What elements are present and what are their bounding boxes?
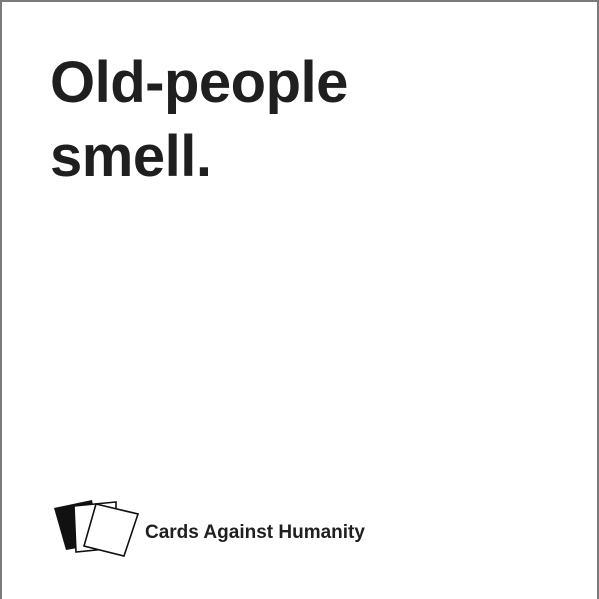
card-text-line-2: smell. (50, 124, 212, 189)
cards-stack-icon (54, 494, 144, 558)
card-text-line-1: Old-people (50, 50, 348, 115)
card-text (50, 46, 550, 194)
brand-name: Cards Against Humanity (145, 522, 365, 543)
